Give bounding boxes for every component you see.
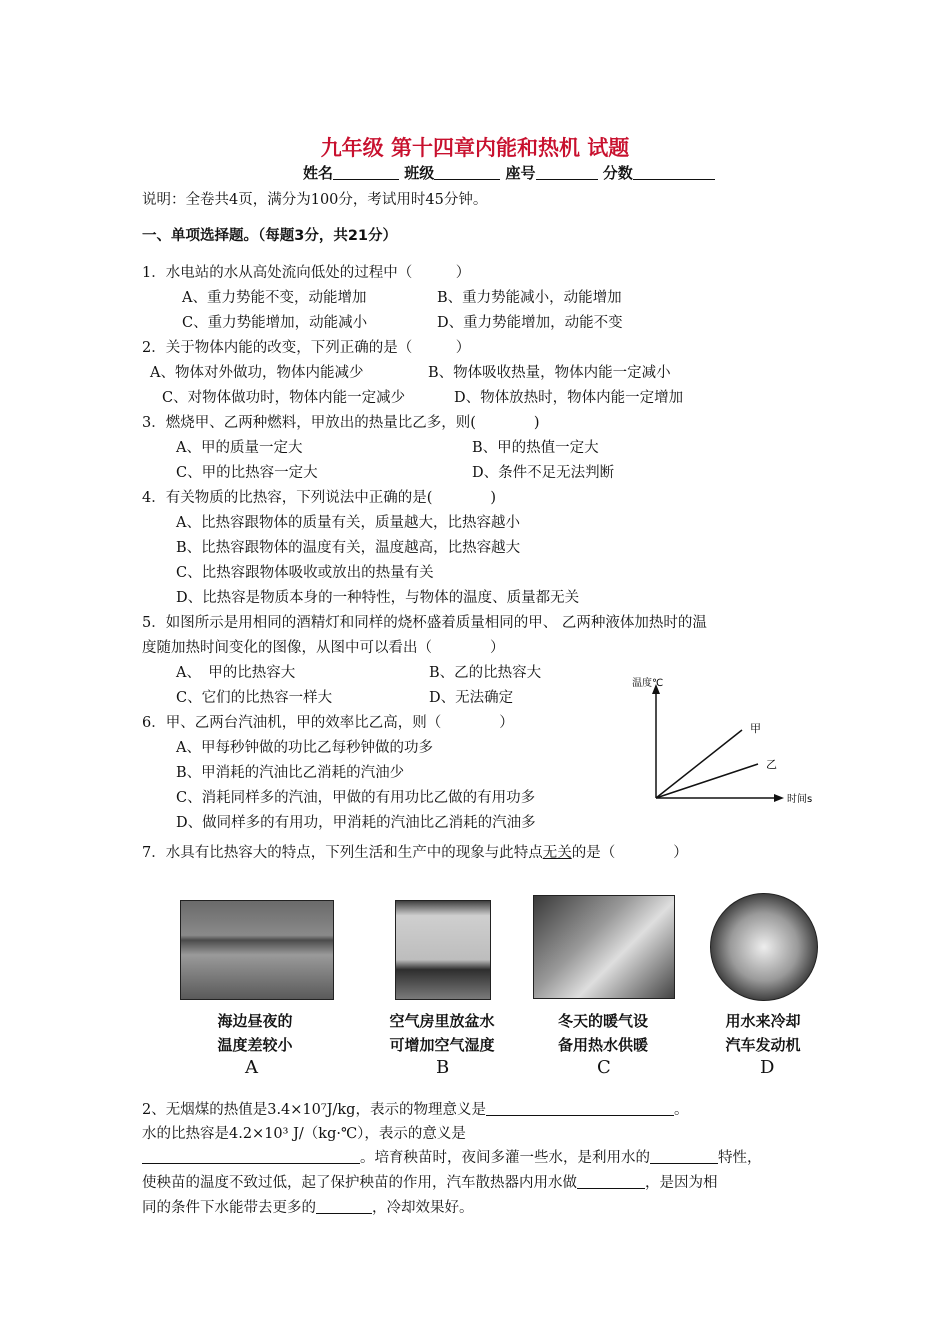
fill-q2-line4 <box>142 1171 718 1192</box>
fill-q2-text4b: ，是因为相 <box>645 1175 718 1191</box>
fill-q2-text1: 2、无烟煤的热值是3.4×10⁷J/kg，表示的物理意义是 <box>142 1102 486 1118</box>
picture-d-letter: D <box>760 1057 775 1078</box>
answer-blank-heat[interactable] <box>316 1198 372 1214</box>
fill-q2-line5 <box>142 1196 474 1217</box>
series-yi-line <box>656 764 758 798</box>
picture-a-caption-line2: 温度差较小 <box>217 1036 293 1054</box>
question-7-stem <box>142 841 688 862</box>
q6-option-b: B、甲消耗的汽油比乙消耗的汽油少 <box>176 765 405 781</box>
exam-note: 说明：全卷共4页，满分为100分，考试用时45分钟。 <box>142 192 488 208</box>
q5-option-d: D、无法确定 <box>429 690 514 706</box>
question-6-stem: 6．甲、乙两台汽油机，甲的效率比乙高，则（ ） <box>142 715 514 731</box>
x-axis-arrow <box>774 794 784 802</box>
q1-option-b: B、重力势能减小，动能增加 <box>437 290 622 306</box>
q2-option-d: D、物体放热时，物体内能一定增加 <box>454 390 684 406</box>
fill-q2-line1 <box>142 1098 688 1119</box>
q2-option-a: A、物体对外做功，物体内能减少 <box>150 365 364 381</box>
picture-radiator <box>533 895 675 999</box>
y-axis-label: 温度℃ <box>632 678 664 689</box>
picture-c-caption <box>523 1009 683 1057</box>
q3-option-a: A、甲的质量一定大 <box>176 440 303 456</box>
q5-option-c: C、它们的比热容一样大 <box>176 690 333 706</box>
picture-a-caption-line1: 海边昼夜的 <box>217 1012 293 1030</box>
question-1-stem: 1．水电站的水从高处流向低处的过程中（ ） <box>142 265 471 281</box>
q1-option-d: D、重力势能增加，动能不变 <box>437 315 623 331</box>
temperature-time-graph <box>630 672 840 812</box>
q6-option-c: C、消耗同样多的汽油，甲做的有用功比乙做的有用功多 <box>176 790 536 806</box>
picture-d-caption <box>693 1009 833 1057</box>
question-5-stem-line1: 5．如图所示是用相同的酒精灯和同样的烧杯盛着质量相同的甲、 乙两种液体加热时的温 <box>142 615 707 631</box>
q7-stem-text: 7．水具有比热容大的特点，下列生活和生产中的现象与此特点 <box>142 845 543 861</box>
picture-c-caption-line1: 冬天的暖气设 <box>557 1012 648 1030</box>
fill-q2-text4: 使秧苗的温度不致过低，起了保护秧苗的作用，汽车散热器内用水做 <box>142 1175 577 1191</box>
fill-q2-text5b: ，冷却效果好。 <box>372 1200 474 1216</box>
answer-blank-coolant[interactable] <box>577 1173 645 1189</box>
picture-water-basin <box>395 900 491 1000</box>
q6-option-a: A、甲每秒钟做的功比乙每秒钟做的功多 <box>176 740 433 756</box>
q2-option-b: B、物体吸收热量，物体内能一定减小 <box>428 365 671 381</box>
q1-option-a: A、重力势能不变，动能增加 <box>182 290 367 306</box>
q5-option-a: A、 甲的比热容大 <box>176 665 296 681</box>
fill-q2-period: 。 <box>673 1102 689 1118</box>
picture-seaside <box>180 900 334 1000</box>
name-blank[interactable] <box>333 164 399 180</box>
score-label: 分数 <box>602 164 633 182</box>
series-jia-line <box>656 730 742 798</box>
score-blank[interactable] <box>633 164 715 180</box>
question-2-stem: 2．关于物体内能的改变，下列正确的是（ ） <box>142 340 471 356</box>
seat-blank[interactable] <box>536 164 598 180</box>
q4-option-b: B、比热容跟物体的温度有关，温度越高，比热容越大 <box>176 540 521 556</box>
seat-label: 座号 <box>505 164 536 182</box>
picture-a-letter: A <box>245 1057 258 1078</box>
q3-option-b: B、甲的热值一定大 <box>472 440 599 456</box>
q5-option-b: B、乙的比热容大 <box>429 665 542 681</box>
q6-option-d: D、做同样多的有用功，甲消耗的汽油比乙消耗的汽油多 <box>176 815 536 831</box>
picture-d-caption-line1: 用水来冷却 <box>725 1012 801 1030</box>
class-label: 班级 <box>404 164 435 182</box>
page-title: 九年级 第十四章内能和热机 试题 <box>320 136 630 160</box>
series-yi-label: 乙 <box>766 758 777 771</box>
picture-b-caption-line1: 空气房里放盆水 <box>389 1012 495 1030</box>
q4-option-d: D、比热容是物质本身的一种特性，与物体的温度、质量都无关 <box>176 590 580 606</box>
fill-q2-text3: 。培育秧苗时，夜间多灌一些水，是利用水的 <box>360 1150 650 1166</box>
picture-d-caption-line2: 汽车发动机 <box>725 1036 801 1054</box>
picture-b-letter: B <box>436 1057 450 1078</box>
section-heading: 一、单项选择题。（每题3分，共21分） <box>142 228 398 244</box>
answer-blank-heat-value-meaning[interactable] <box>486 1100 674 1116</box>
answer-blank-water-property[interactable] <box>650 1148 718 1164</box>
x-axis-label: 时间s <box>787 794 813 805</box>
picture-b-caption-line2: 可增加空气湿度 <box>389 1036 495 1054</box>
picture-c-caption-line2: 备用热水供暖 <box>557 1036 648 1054</box>
picture-a-caption <box>170 1009 340 1057</box>
student-info-fields <box>303 162 715 183</box>
picture-c-letter: C <box>597 1057 611 1078</box>
class-blank[interactable] <box>434 164 500 180</box>
fill-q2-text5: 同的条件下水能带去更多的 <box>142 1200 316 1216</box>
picture-car-engine <box>710 893 818 1001</box>
fill-q2-text3b: 特性， <box>718 1150 762 1166</box>
series-jia-label: 甲 <box>750 722 761 735</box>
q1-option-c: C、重力势能增加，动能减小 <box>182 315 368 331</box>
name-label: 姓名 <box>303 164 334 182</box>
q4-option-c: C、比热容跟物体吸收或放出的热量有关 <box>176 565 434 581</box>
fill-q2-line3 <box>142 1146 762 1167</box>
q3-option-d: D、条件不足无法判断 <box>472 465 615 481</box>
q2-option-c: C、对物体做功时，物体内能一定减少 <box>162 390 406 406</box>
q7-emphasis: 无关 <box>542 845 572 861</box>
picture-b-caption <box>362 1009 522 1057</box>
question-4-stem: 4．有关物质的比热容，下列说法中正确的是( ) <box>142 490 497 506</box>
q4-option-a: A、比热容跟物体的质量有关，质量越大，比热容越小 <box>176 515 520 531</box>
question-5-stem-line2: 度随加热时间变化的图像，从图中可以看出（ ） <box>142 640 505 656</box>
question-3-stem: 3．燃烧甲、乙两种燃料，甲放出的热量比乙多，则( ) <box>142 415 540 431</box>
q3-option-c: C、甲的比热容一定大 <box>176 465 318 481</box>
fill-q2-line2: 水的比热容是4.2×10³ J/（kg·℃），表示的意义是 <box>142 1126 466 1142</box>
q7-stem-end: 的是（ ） <box>571 845 688 861</box>
answer-blank-specific-heat-meaning[interactable] <box>142 1148 360 1164</box>
